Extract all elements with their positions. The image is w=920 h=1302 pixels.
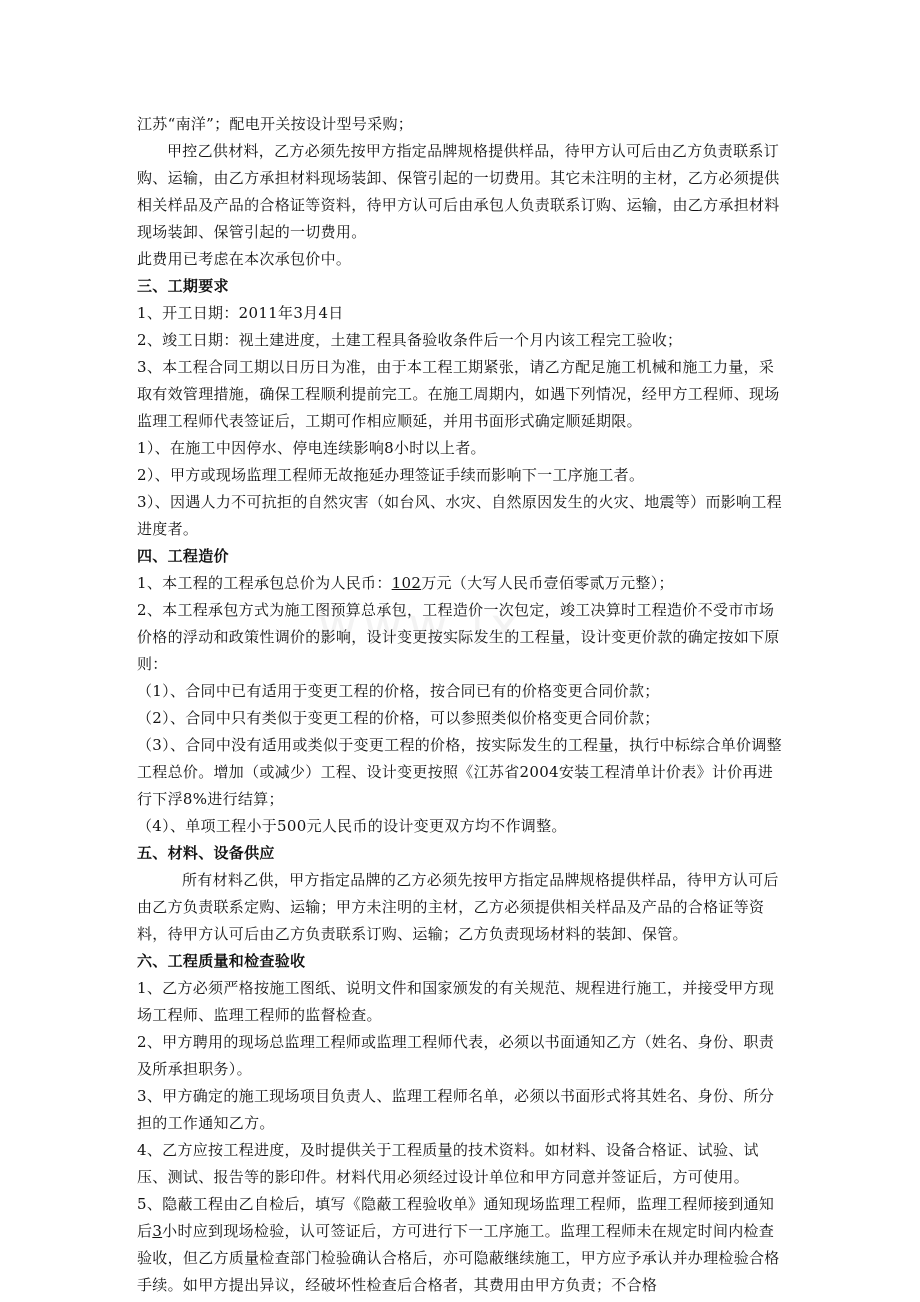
clause: （2）、合同中只有类似于变更工程的价格，可以参照类似价格变更合同价款； [137,709,660,727]
clause: 1）、在施工中因停水、停电连续影响8小时以上者。 [137,439,486,457]
clause: 3）、因遇人力不可抗拒的自然灾害（如台风、水灾、自然原因发生的火灾、地震等）而影响工程进度者。 [137,493,782,538]
section-heading-quality: 六、工程质量和检查验收 [137,952,306,970]
clause-text: 5、隐蔽工程由乙自检后，填写《隐蔽工程验收单》通知现场监理工程师，监理工程师接到通知后 [137,1195,775,1240]
section-heading-materials: 五、材料、设备供应 [137,844,275,862]
paragraph: 甲控乙供材料，乙方必须先按甲方指定品牌规格提供样品，待甲方认可后由乙方负责联系订购、运输，由乙方承担材料现场装卸、保管引起的一切费用。其它未注明的主材，乙方必须提供相关样品及产品的合格证等资料，待甲方认可后由承包人负责联系订购、运输，由乙方承担材料现场装卸、保管引起的一切费用。 [137,142,780,241]
clause: 2、竣工日期：视土建进度，土建工程具备验收条件后一个月内该工程完工验收； [137,331,683,349]
clause: 1、乙方必须严格按施工图纸、说明文件和国家颁发的有关规范、规程进行施工，并接受甲方现场工程师、监理工程师的监督检查。 [137,979,775,1024]
paragraph: 江苏“南洋”；配电开关按设计型号采购； [137,115,414,133]
clause-text: 万元（大写人民币壹佰零贰万元整）； [421,574,674,592]
inspection-hours: 3 [152,1222,163,1240]
clause-text: 小时应到现场检验，认可签证后，方可进行下一工序施工。监理工程师未在规定时间内检查验收，但乙方质量检查部门检验确认合格后，亦可隐蔽继续施工，甲方应予承认并办理检验合格手续。如甲方提出异议，经破坏性检查后合格者，其费用由甲方负责；不合格 [137,1222,780,1294]
clause: 3、本工程合同工期以日历日为准，由于本工程工期紧张，请乙方配足施工机械和施工力量，采取有效管理措施，确保工程顺利提前完工。在施工周期内，如遇下列情况，经甲方工程师、现场监理工程师代表签证后，工期可作相应顺延，并用书面形式确定顺延期限。 [137,358,780,430]
clause: 2、本工程承包方式为施工图预算总承包，工程造价一次包定，竣工决算时工程造价不受市市场价格的浮动和政策性调价的影响，设计变更按实际发生的工程量，设计变更价款的确定按如下原则： [137,601,780,673]
section-heading-schedule: 三、工期要求 [137,277,229,295]
clause: 2、甲方聘用的现场总监理工程师或监理工程师代表，必须以书面通知乙方（姓名、身份、职责及所承担职务）。 [137,1033,775,1078]
clause: （3）、合同中没有适用或类似于变更工程的价格，按实际发生的工程量，执行中标综合单价调整工程总价。增加（或减少）工程、设计变更按照《江苏省2004安装工程清单计价表》计价再进行下浮8%进行结算； [137,736,782,808]
clause: （4）、单项工程小于500元人民币的设计变更双方均不作调整。 [137,817,567,835]
clause: 3、甲方确定的施工现场项目负责人、监理工程师名单，必须以书面形式将其姓名、身份、所分担的工作通知乙方。 [137,1087,775,1132]
section-heading-cost: 四、工程造价 [137,547,229,565]
clause [137,570,787,597]
clause: 4、乙方应按工程进度，及时提供关于工程质量的技术资料。如材料、设备合格证、试验、试压、测试、报告等的影印件。材料代用必须经过设计单位和甲方同意并签证后，方可使用。 [137,1141,759,1186]
clause: （1）、合同中已有适用于变更工程的价格，按合同已有的价格变更合同价款； [137,682,660,700]
clause-text: 1、本工程的工程承包总价为人民币： [137,574,392,592]
paragraph: 所有材料乙供，甲方指定品牌的乙方必须先按甲方指定品牌规格提供样品，待甲方认可后由乙方负责联系定购、运输；甲方未注明的主材，乙方必须提供相关样品及产品的合格证等资料，待甲方认可后由乙方负责联系订购、运输；乙方负责现场材料的装卸、保管。 [137,871,779,943]
clause: 2）、甲方或现场监理工程师无故拖延办理签证手续而影响下一工序施工者。 [137,466,645,484]
clause: 1、开工日期：2011年3月4日 [137,304,344,322]
contract-body [137,111,787,1299]
clause [137,1191,787,1299]
paragraph: 此费用已考虑在本次承包价中。 [137,250,352,268]
contract-amount: 102 [391,574,422,592]
